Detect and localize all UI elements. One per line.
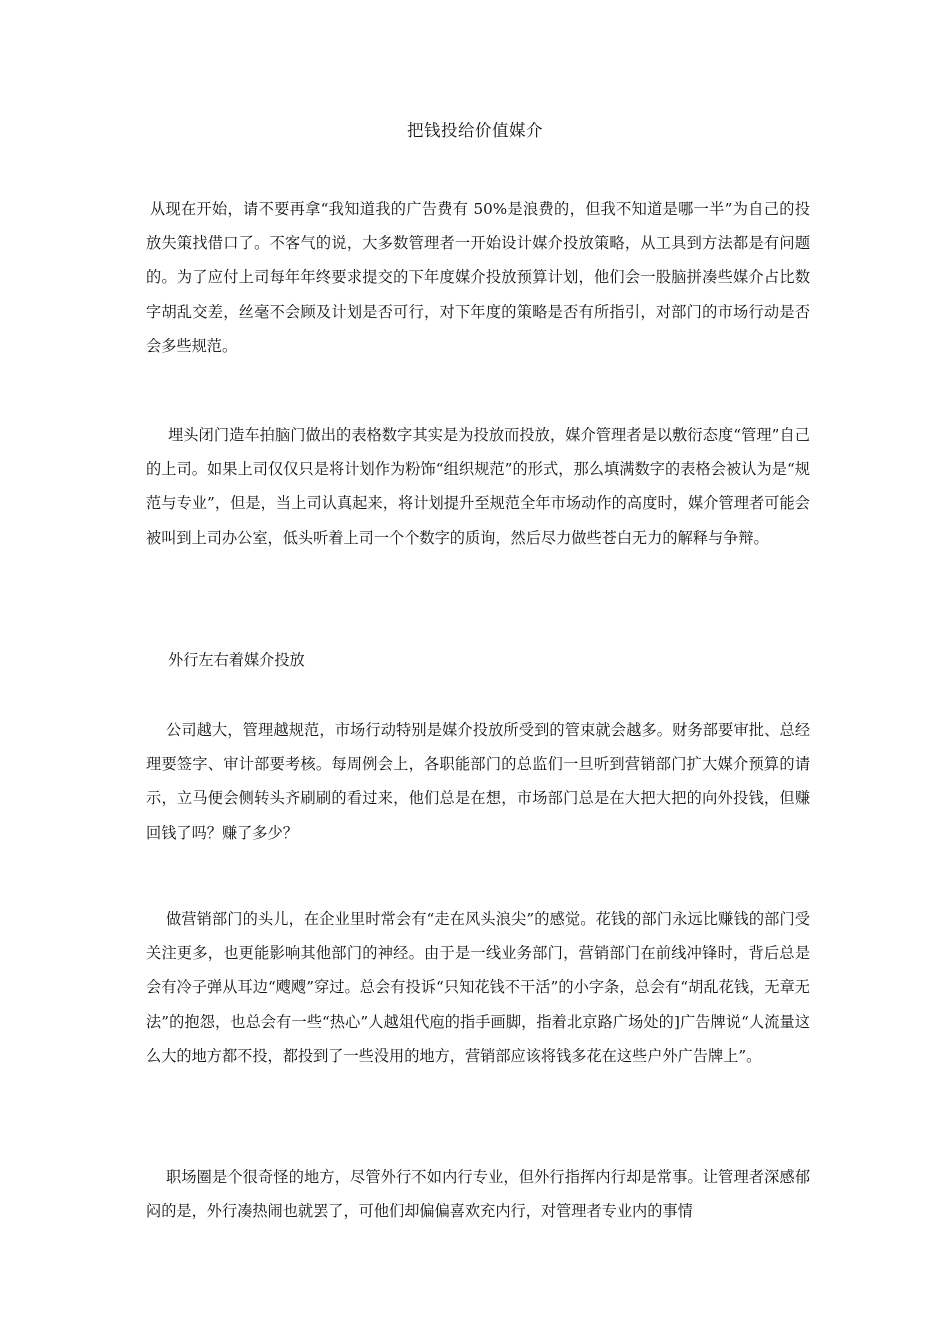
paragraph-4: 做营销部门的头儿，在企业里时常会有“走在风头浪尖”的感觉。花钱的部门永远比赚钱的部门受关注更多，也更能影响其他部门的神经。由于是一线业务部门，营销部门在前线冲锋时，背后总是会有冷子弹从耳边“飕飕”穿过。总会有投诉“只知花钱不干活”的小字条，总会有“胡乱花钱，无章无法”的抱怨，也总会有一些“热心”人越俎代庖的指手画脚，指着北京路广场处的]广告牌说“人流量这么大的地方都不投，都投到了一些没用的地方，营销部应该将钱多花在这些户外广告牌上”。 (146, 910, 810, 1065)
paragraph-1: 从现在开始，请不要再拿“我知道我的广告费有 50%是浪费的，但我不知道是哪一半”为自己的投放失策找借口了。不客气的说，大多数管理者一开始设计媒介投放策略，从工具到方法都是有问题的。为了应付上司每年年终要求提交的下年度媒介投放预算计划，他们会一股脑拼凑些媒介占比数字胡乱交差，丝毫不会顾及计划是否可行，对下年度的策略是否有所指引，对部门的市场行动是否会多些规范。 (146, 200, 810, 355)
paragraph-3: 公司越大，管理越规范，市场行动特别是媒介投放所受到的管束就会越多。财务部要审批、总经理要签字、审计部要考核。每周例会上，各职能部门的总监们一旦听到营销部门扩大媒介预算的请示，立马便会侧转头齐刷刷的看过来，他们总是在想，市场部门总是在大把大把的向外投钱，但赚回钱了吗？赚了多少？ (146, 721, 810, 842)
section-heading: 外行左右着媒介投放 (168, 651, 305, 669)
paragraph-5: 职场圈是个很奇怪的地方，尽管外行不如内行专业，但外行指挥内行却是常事。让管理者深感郁闷的是，外行凑热闹也就罢了，可他们却偏偏喜欢充内行，对管理者专业内的事情 (146, 1168, 810, 1221)
paragraph-2: 埋头闭门造车拍脑门做出的表格数字其实是为投放而投放，媒介管理者是以敷衍态度“管理”自己的上司。如果上司仅仅只是将计划作为粉饰“组织规范”的形式，那么填满数字的表格会被认为是“规范与专业”，但是，当上司认真起来，将计划提升至规范全年市场动作的高度时，媒介管理者可能会被叫到上司办公室，低头听着上司一个个数字的质询，然后尽力做些苍白无力的解释与争辩。 (146, 426, 810, 547)
document-title: 把钱投给价值媒介 (407, 121, 543, 140)
